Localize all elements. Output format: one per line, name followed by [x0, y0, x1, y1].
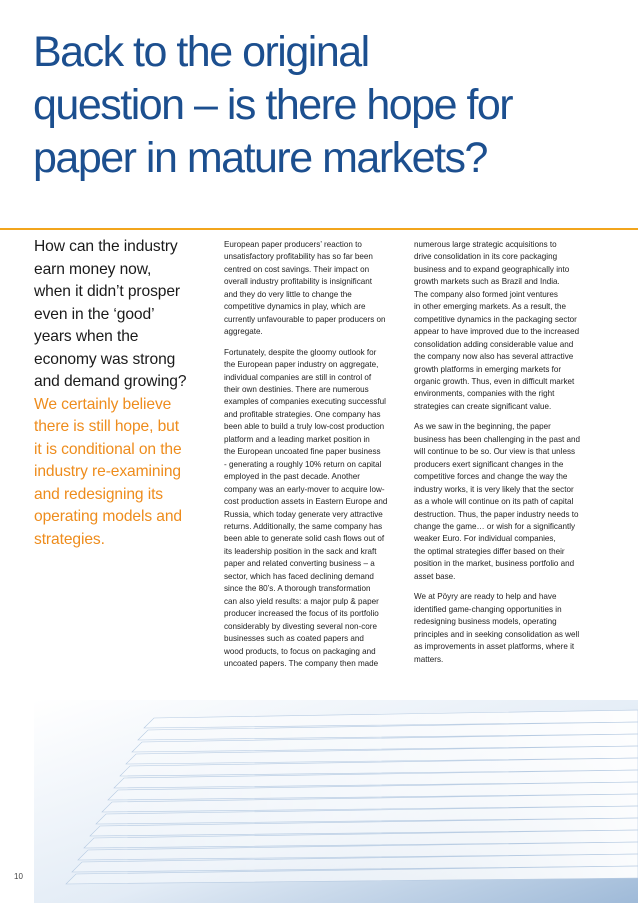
text-line: its leadership position in the sack and kraft: [224, 546, 377, 556]
text-line: since the 80’s. A thorough transformation: [224, 584, 371, 594]
text-line: businesses such as coated papers and: [224, 634, 364, 644]
text-line: wood products, to focus on packaging and: [224, 646, 376, 656]
text-line: competitive dynamics in the packaging sector: [414, 314, 577, 324]
text-line: in other emerging markets. As a result, the: [414, 302, 567, 312]
text-line: unsatisfactory profitability has so far been: [224, 252, 373, 262]
text-line: platform and a leading market position in: [224, 434, 370, 444]
text-line: company was an early-mover to acquire low-: [224, 484, 385, 494]
text-line: asset base.: [414, 571, 456, 581]
text-line: numerous large strategic acquisitions to: [414, 240, 557, 249]
paragraph-2: [224, 347, 414, 671]
text-line: the European uncoated fine paper business: [224, 447, 381, 457]
pull-quote-line: industry re-examining: [34, 463, 181, 480]
text-line: cost production assets in Eastern Europe and: [224, 497, 388, 507]
text-line: considerably by divesting several non-core: [224, 621, 377, 631]
text-line: As we saw in the beginning, the paper: [414, 422, 551, 432]
title-line: Back to the original: [33, 28, 369, 76]
text-line: can also yield results: a major pulp & paper: [224, 596, 379, 606]
text-line: centred on cost savings. Their impact on: [224, 264, 370, 274]
text-line: been able to build a truly low-cost production: [224, 422, 385, 432]
text-line: growth markets such as Brazil and India.: [414, 277, 560, 287]
text-line: appear to have improved due to the increased: [414, 327, 580, 337]
text-line: and profitable strategies. One company has: [224, 409, 381, 419]
text-line: producer increased the focus of its portfolio: [224, 609, 379, 619]
pull-quote-line: economy was strong: [34, 350, 176, 368]
text-line: and they do very little to change the: [224, 289, 352, 299]
text-line: paper and related converting business – a: [224, 559, 375, 569]
text-line: currently unfavourable to paper producers on: [224, 314, 386, 324]
text-line: organic growth. Thus, even in difficult market: [414, 376, 575, 386]
paragraph-1: [224, 239, 414, 339]
text-line: We at Pöyry are ready to help and have: [414, 592, 557, 602]
pull-quote-line: there is still hope, but: [34, 418, 179, 435]
text-line: sector, which has faced declining demand: [224, 571, 374, 581]
body-column-right: [414, 239, 604, 674]
page-title: [33, 26, 623, 185]
paper-stack-photo: [34, 700, 638, 903]
text-line: will continue to be so. Our view is that unless: [414, 447, 576, 457]
text-line: - generating a roughly 10% return on capital: [224, 459, 382, 469]
pull-quote: [34, 236, 212, 551]
text-line: matters.: [414, 654, 444, 664]
text-line: the company now also has several attractive: [414, 352, 574, 362]
text-line: weaker Euro. For individual companies,: [414, 534, 556, 544]
text-line: European paper producers’ reaction to: [224, 240, 362, 249]
text-line: returns. Additionally, the same company has: [224, 521, 383, 531]
text-line: competitive dynamics in play, which are: [224, 302, 366, 312]
body-column-middle: [224, 239, 414, 678]
paragraph-1: [414, 239, 604, 413]
pull-quote-line: strategies.: [34, 530, 105, 548]
text-line: Fortunately, despite the gloomy outlook for: [224, 347, 377, 357]
accent-divider: [0, 228, 638, 230]
text-line: employed in the past decade. Another: [224, 472, 360, 482]
text-line: identified game-changing opportunities in: [414, 604, 562, 614]
text-line: Russia, which today generate very attractive: [224, 509, 383, 519]
page-number: 10: [14, 872, 23, 881]
text-line: principles and in seeking consolidation as well: [414, 629, 580, 639]
pull-quote-line: How can the industry: [34, 238, 178, 255]
text-line: been able to generate solid cash flows out of: [224, 534, 385, 544]
text-line: position in the market, business portfolio and: [414, 559, 575, 569]
text-line: producers exert significant changes in the: [414, 459, 564, 469]
text-line: aggregate.: [224, 327, 263, 337]
paragraph-3: [414, 591, 604, 666]
text-line: competitive forces and change the way the: [414, 472, 568, 482]
text-line: drive consolidation in its core packaging: [414, 252, 558, 262]
text-line: uncoated papers. The company then made: [224, 658, 379, 668]
pull-quote-line: years when the: [34, 328, 139, 345]
pull-quote-answer: [34, 394, 212, 552]
text-line: business and to expand geographically into: [414, 264, 570, 274]
title-line: paper in mature markets?: [33, 134, 487, 182]
pull-quote-question: [34, 236, 212, 394]
pull-quote-line: even in the ‘good’: [34, 305, 155, 323]
text-line: individual companies are still in control of: [224, 372, 372, 382]
stacked-paper-sheets-icon: [34, 700, 638, 903]
text-line: industry works, it is very likely that the sector: [414, 484, 574, 494]
text-line: examples of companies executing successful: [224, 397, 386, 407]
text-line: redesigning business models, operating: [414, 617, 557, 627]
text-line: growth platforms in emerging markets for: [414, 364, 562, 374]
text-line: change the game… or wish for a significantly: [414, 521, 576, 531]
text-line: as a whole will continue on its path of capital: [414, 497, 574, 507]
title-line: question – is there hope for: [33, 81, 513, 129]
text-line: consolidation adding considerable value and: [414, 339, 574, 349]
pull-quote-line: earn money now,: [34, 260, 152, 278]
text-line: The company also formed joint ventures: [414, 289, 558, 299]
text-line: business has been challenging in the past and: [414, 434, 581, 444]
paragraph-2: [414, 421, 604, 583]
pull-quote-line: We certainly believe: [34, 395, 172, 413]
pull-quote-line: and demand growing?: [34, 373, 187, 390]
text-line: environments, companies with the right: [414, 389, 555, 399]
pull-quote-line: and redesigning its: [34, 485, 164, 503]
text-line: their own destinies. There are numerous: [224, 384, 369, 394]
pull-quote-line: it is conditional on the: [34, 440, 182, 458]
text-line: the optimal strategies differ based on their: [414, 546, 565, 556]
text-line: strategies can create significant value.: [414, 401, 552, 411]
text-line: as improvements in asset platforms, where it: [414, 642, 575, 652]
pull-quote-line: when it didn’t prosper: [34, 283, 181, 300]
text-line: overall industry profitability is insignificant: [224, 277, 372, 287]
text-line: the European paper industry on aggregate,: [224, 360, 379, 370]
pull-quote-line: operating models and: [34, 508, 182, 525]
text-line: destruction. Thus, the paper industry needs to: [414, 509, 579, 519]
